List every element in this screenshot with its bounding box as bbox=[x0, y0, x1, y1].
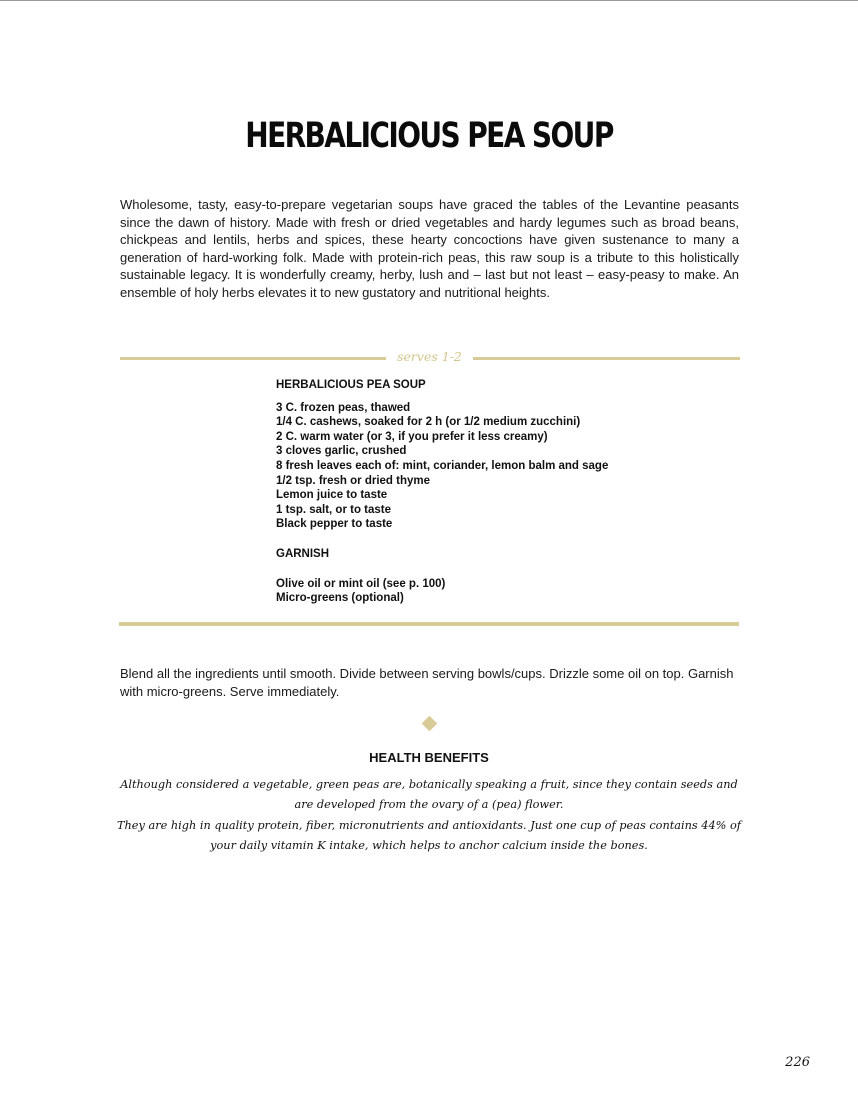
ingredient-item: 8 fresh leaves each of: mint, coriander, lemon balm and sage bbox=[276, 459, 609, 472]
health-paragraph: Although considered a vegetable, green peas are, botanically speaking a fruit, since they contain seeds and are developed from the ovary of a (pea) flower. bbox=[120, 778, 738, 812]
health-paragraph: They are high in quality protein, fiber, micronutrients and antioxidants. Just one cup of peas contains 44% of your daily vitamin K intake, which helps to anchor calcium inside the bones. bbox=[116, 818, 741, 853]
health-benefits-heading: HEALTH BENEFITS bbox=[369, 750, 489, 765]
recipe-title: HERBALICIOUS PEA SOUP bbox=[245, 116, 613, 156]
health-benefits-text bbox=[115, 775, 743, 857]
ingredient-item: 3 C. frozen peas, thawed bbox=[276, 401, 411, 414]
garnish-item: Olive oil or mint oil (see p. 100) bbox=[276, 577, 446, 590]
ingredient-item: 1/2 tsp. fresh or dried thyme bbox=[276, 474, 431, 487]
method-paragraph: Blend all the ingredients until smooth. Divide between serving bowls/cups. Drizzle some oil on top. Garnish with micro-greens. Serve immediately. bbox=[120, 666, 734, 699]
ingredient-item: 2 C. warm water (or 3, if you prefer it less creamy) bbox=[276, 430, 548, 443]
garnish-list bbox=[276, 577, 716, 606]
page-top-border bbox=[0, 0, 858, 1]
ingredient-item: 3 cloves garlic, crushed bbox=[276, 445, 407, 458]
intro-paragraph: Wholesome, tasty, easy-to-prepare vegetarian soups have graced the tables of the Levantine peasants since the dawn of history. Made with fresh or dried vegetables and hardy legumes such as broad beans, chickpeas and lentils, herbs and spices, these hearty concoctions have given sustenance to many a generation of hard-working folk. Made with protein-rich peas, this raw soup is a tribute to this holistically sustainable legacy. It is wonderfully creamy, herby, lush and – last but not least – easy-peasy to make. An ensemble of holy herbs elevates it to new gustatory and nutritional heights. bbox=[120, 197, 739, 300]
diamond-ornament-icon bbox=[422, 716, 438, 732]
serves-divider-left bbox=[120, 357, 386, 360]
ingredient-item: Black pepper to taste bbox=[276, 518, 393, 531]
garnish-item: Micro-greens (optional) bbox=[276, 592, 404, 605]
garnish-heading: GARNISH bbox=[276, 547, 330, 560]
ingredients-heading: HERBALICIOUS PEA SOUP bbox=[276, 379, 426, 391]
ingredient-list bbox=[276, 401, 716, 532]
ingredient-item: 1 tsp. salt, or to taste bbox=[276, 503, 392, 516]
ingredient-item: Lemon juice to taste bbox=[276, 489, 388, 502]
serves-divider-right bbox=[473, 357, 740, 360]
ingredient-item: 1/4 C. cashews, soaked for 2 h (or 1/2 medium zucchini) bbox=[276, 416, 581, 429]
page-number: 226 bbox=[785, 1055, 810, 1070]
ingredients-bottom-divider bbox=[119, 622, 739, 626]
ingredients-block bbox=[276, 378, 716, 606]
serves-label: serves 1-2 bbox=[397, 349, 462, 364]
